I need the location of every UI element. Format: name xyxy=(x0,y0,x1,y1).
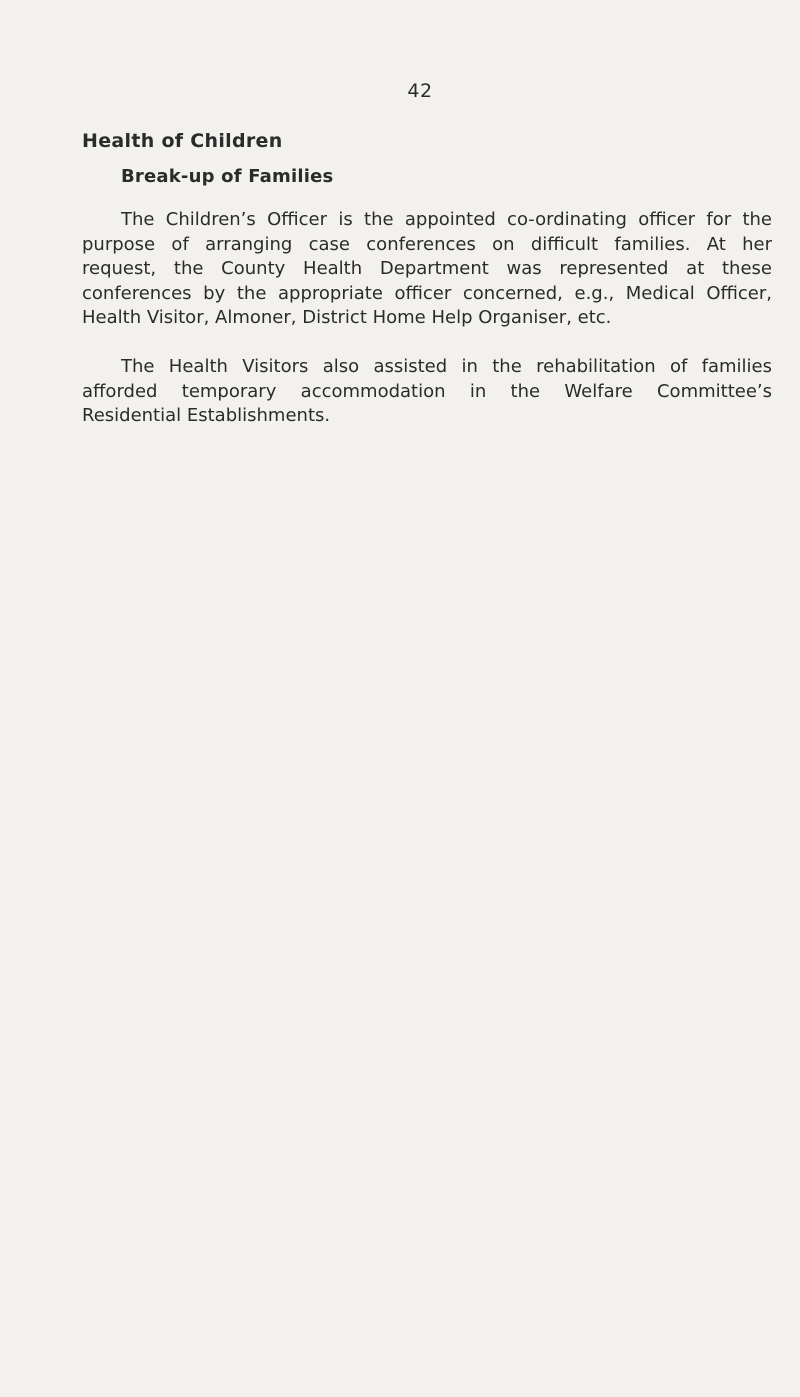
paragraph-line: Residential Establishments. xyxy=(82,405,331,426)
paragraph-line: The Health Visitors also assisted in the rehabilitation of families xyxy=(121,356,772,377)
paragraph-line: The Children’s Officer is the appointed co-ordinating officer for the xyxy=(121,209,772,230)
paragraph-line: request, the County Health Department was represented at these xyxy=(82,258,772,279)
paragraph-line: afforded temporary accommodation in the Welfare Committee’s xyxy=(82,380,772,402)
section-heading: Health of Children xyxy=(82,130,283,152)
paragraph-line: conferences by the appropriate officer concerned, e.g., Medical Officer, xyxy=(82,282,772,304)
paragraph-health-visitors xyxy=(82,355,772,429)
subsection-heading: Break-up of Families xyxy=(121,166,334,187)
paragraph-line: purpose of arranging case conferences on difficult families. At her xyxy=(82,233,772,255)
page-number: 42 xyxy=(407,80,433,102)
paragraph-line: Health Visitor, Almoner, District Home Help Organiser, etc. xyxy=(82,307,612,328)
paragraph-case-conferences xyxy=(82,208,772,331)
